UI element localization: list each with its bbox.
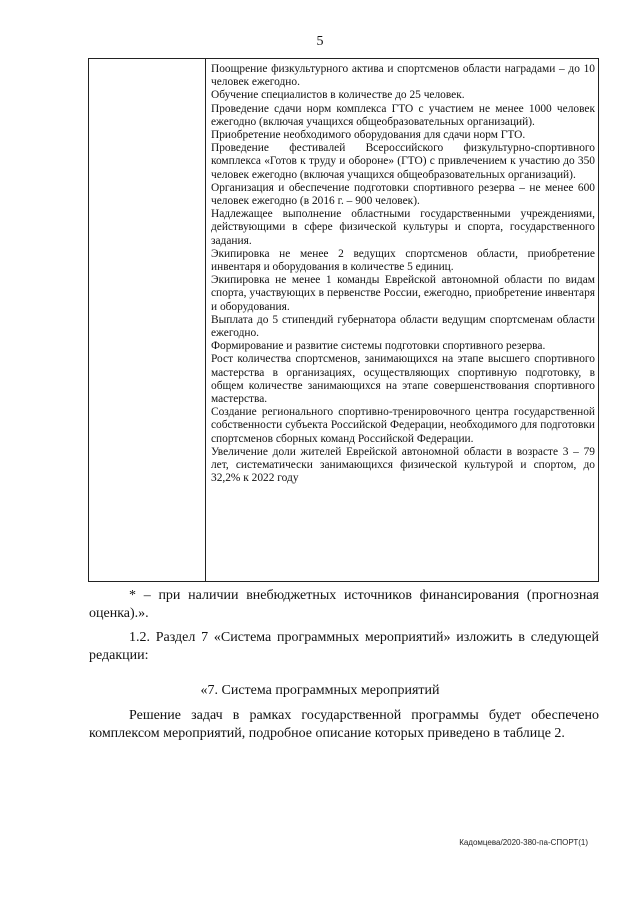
table-item: Экипировка не менее 2 ведущих спортсменов области, приобретение инвентаря и оборудования в количестве 5 единиц. <box>211 247 595 274</box>
table-item: Организация и обеспечение подготовки спортивного резерва – не менее 600 человек ежегодно (в 2016 г. – 900 человек). <box>211 181 595 208</box>
amendment-paragraph: 1.2. Раздел 7 «Система программных мероприятий» изложить в следующей редакции: <box>89 630 599 663</box>
section-heading: «7. Система программных мероприятий <box>200 683 440 698</box>
page-number: 5 <box>316 34 324 49</box>
table-left-cell <box>89 59 206 581</box>
table-item: Приобретение необходимого оборудования для сдачи норм ГТО. <box>211 129 526 142</box>
table-item: Экипировка не менее 1 команды Еврейской автономной области по видам спорта, участвующих в первенстве России, ежегодно, приобретение инвентаря и оборудования. <box>211 274 595 313</box>
table-item: Увеличение доли жителей Еврейской автономной области в возрасте 3 – 79 лет, систематически занимающихся физической культурой и спортом, до 32,2% к 2022 году <box>211 445 595 485</box>
table-item: Формирование и развитие системы подготовки спортивного резерва. <box>211 340 546 353</box>
footnote: * – при наличии внебюджетных источников финансирования (прогнозная оценка).». <box>89 588 599 621</box>
measures-table <box>88 58 599 582</box>
table-item: Проведение фестивалей Всероссийского физкультурно-спортивного комплекса «Готов к труду и обороне» (ГТО) с привлечением к участию до 350 человек ежегодно (включая учащихся общеобразовательных организаций). <box>211 142 595 181</box>
table-item: Создание регионального спортивно-тренировочного центра государственной собственности субъекта Российской Федерации, необходимого для подготовки спортсменов сборных команд Российской Федерации. <box>211 406 595 445</box>
table-item: Поощрение физкультурного актива и спортсменов области наградами – до 10 человек ежегодно. <box>211 63 595 89</box>
table-item: Надлежащее выполнение областными государственными учреждениями, действующими в сфере физической культуры и спорта, государственного задания. <box>211 208 595 247</box>
table-item: Обучение специалистов в количестве до 25 человек. <box>211 89 465 102</box>
table-item: Рост количества спортсменов, занимающихся на этапе высшего спортивного мастерства в организациях, осуществляющих спортивную подготовку, в общем количестве занимающихся на этапе совершенствования спортивного мастерства. <box>211 353 595 406</box>
body-paragraph: Решение задач в рамках государственной программы будет обеспечено комплексом мероприятий, подробное описание которых приведено в таблице 2. <box>89 708 599 741</box>
table-item: Проведение сдачи норм комплекса ГТО с участием не менее 1000 человек ежегодно (включая учащихся общеобразовательных организаций). <box>211 102 595 128</box>
document-code: Кадомцева/2020-380-па-СПОРТ(1) <box>459 838 588 847</box>
table-item: Выплата до 5 стипендий губернатора области ведущим спортсменам области ежегодно. <box>211 313 595 340</box>
table-right-cell <box>206 59 598 581</box>
